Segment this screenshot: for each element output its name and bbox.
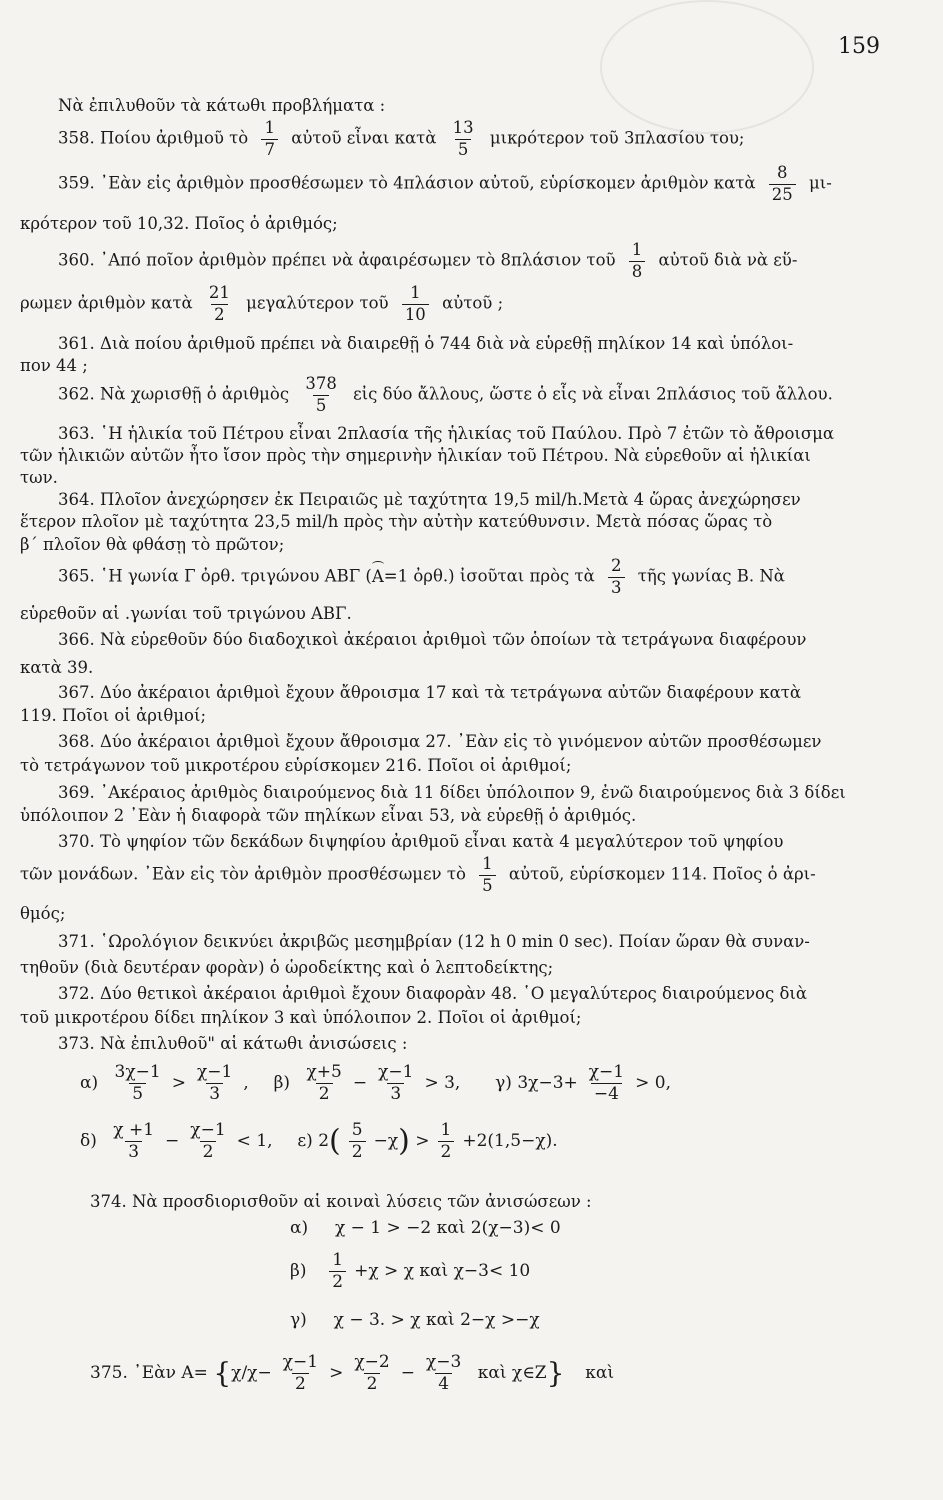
problem-365: 365. ῾Η γωνία Γ ὀρθ. τριγώνου ΑΒΓ (A=1 ὀρθ.) ἰσοῦται πρὸς τὰ $\frac{2}{3}$ τῆς γωνίας Β. Νὰ: [58, 556, 785, 597]
fraction-1-8: $\frac{1}{8}$: [629, 242, 646, 280]
label-d: δ): [80, 1131, 97, 1151]
fraction-378-5: $\frac{378}{5}$: [305, 374, 337, 415]
problem-372: 372. Δύο θετικοὶ ἀκέραιοι ἀριθμοὶ ἔχουν διαφορὰν 48. ῾Ο μεγαλύτερος διαιρούμενος διὰ: [58, 984, 807, 1003]
fraction-13-5: $\frac{13}{5}$: [452, 118, 474, 159]
frac-5-2: $\frac{5}{2}$: [349, 1122, 366, 1161]
problem-366-line2: κατὰ 39.: [20, 658, 94, 677]
problem-358: 358. Ποίου ἀριθμοῦ τὸ $\frac{1}{7}$ αὐτοῦ εἶναι κατὰ $\frac{13}{5}$ μικρότερον τοῦ 3πλασίου του;: [58, 118, 745, 159]
problem-367-line2: 119. Ποῖοι οἱ ἀριθμοί;: [20, 706, 207, 725]
problem-359: 359. ᾽Εὰν εἰς ἀριθμὸν προσθέσωμεν τὸ 4πλάσιον αὐτοῦ, εὑρίσκομεν ἀριθμὸν κατὰ $\frac{8}{25}$ μι-: [58, 163, 832, 204]
frac-x1-3-d: $\frac{\chi +1}{3}$: [113, 1120, 155, 1162]
problem-369-line2: ὑπόλοιπον 2 ᾽Εὰν ἡ διαφορὰ τῶν πηλίκων εἶναι 53, νὰ εὑρεθῇ ὁ ἀριθμός.: [20, 806, 637, 825]
problem-370-line3: θμός;: [20, 904, 66, 923]
problem-364-line2: ἕτερον πλοῖον μὲ ταχύτητα 23,5 mil/h πρὸς τὴν αὐτὴν κατεύθυνσιν. Μετὰ πόσας ὥρας τὸ: [20, 512, 773, 531]
system-b: β) $\frac{1}{2}$ +χ > χ καὶ χ−3< 10: [290, 1250, 531, 1292]
problem-363-line3: των.: [20, 468, 58, 487]
problem-373: 373. Νὰ ἐπιλυθοῦ" αἱ κάτωθι ἀνισώσεις :: [58, 1034, 408, 1053]
frac-x2-2-375: $\frac{\chi-2}{2}$: [354, 1352, 390, 1394]
fraction-2-3: $\frac{2}{3}$: [608, 558, 625, 596]
label-c: γ): [495, 1073, 512, 1093]
problem-371: 371. ῾Ωρολόγιον δεικνύει ἀκριβῶς μεσημβρίαν (12 h 0 min 0 sec). Ποίαν ὥραν θὰ συναν-: [58, 932, 810, 951]
problem-360: 360. ᾽Από ποῖον ἀριθμὸν πρέπει νὰ ἀφαιρέσωμεν τὸ 8πλάσιον τοῦ $\frac{1}{8}$ αὐτοῦ διὰ νὰ εὕ-: [58, 240, 798, 281]
problem-370-line2: τῶν μονάδων. ᾽Εὰν εἰς τὸν ἀριθμὸν προσθέσωμεν τὸ $\frac{1}{5}$ αὐτοῦ, εὑρίσκομεν 114. Ποῖος ὁ ἀρι-: [20, 854, 816, 895]
problem-365-line2: εὑρεθοῦν αἱ .γωνίαι τοῦ τριγώνου ΑΒΓ.: [20, 604, 352, 623]
problem-361-line2: πον 44 ;: [20, 356, 88, 375]
fraction-1-10: $\frac{1}{10}$: [402, 285, 429, 323]
problem-371-line2: τηθοῦν (διὰ δευτέραν φορὰν) ὁ ὡροδείκτης καὶ ὁ λεπτοδείκτης;: [20, 958, 554, 977]
intro: Νὰ ἐπιλυθοῦν τὰ κάτωθι προβλήματα :: [58, 96, 386, 115]
angle-hat: A: [371, 566, 384, 586]
frac-x5-2: $\frac{\chi+5}{2}$: [306, 1062, 342, 1104]
fraction-1-5: $\frac{1}{5}$: [479, 856, 496, 894]
frac-3x-1-5: $\frac{3\chi-1}{5}$: [114, 1062, 161, 1104]
frac-x1-2-375: $\frac{\chi-1}{2}$: [282, 1352, 319, 1394]
fraction-21-2: $\frac{21}{2}$: [208, 283, 230, 324]
label-b: β): [273, 1073, 291, 1093]
problem-364-line3: β΄ πλοῖον θὰ φθάσῃ τὸ πρῶτον;: [20, 535, 285, 554]
frac-1-2-e: $\frac{1}{2}$: [438, 1122, 455, 1161]
frac-x1-2-d: $\frac{\chi-1}{2}$: [190, 1120, 226, 1162]
problem-368-line2: τὸ τετράγωνον τοῦ μικροτέρου εὑρίσκομεν 216. Ποῖοι οἱ ἀριθμοί;: [20, 756, 572, 775]
frac-x1-neg4: $\frac{\chi-1}{-4}$: [588, 1062, 625, 1104]
problem-364: 364. Πλοῖον ἀνεχώρησεν ἐκ Πειραιῶς μὲ ταχύτητα 19,5 mil/h.Μετὰ 4 ὥρας ἀνεχώρησεν: [58, 490, 801, 509]
label-a: α): [80, 1073, 99, 1093]
frac-x1-3-b: $\frac{\chi-1}{3}$: [378, 1062, 414, 1104]
problem-370: 370. Τὸ ψηφίον τῶν δεκάδων διψηφίου ἀριθμοῦ εἶναι κατὰ 4 μεγαλύτερον τοῦ ψηφίου: [58, 832, 784, 851]
problem-368: 368. Δύο ἀκέραιοι ἀριθμοὶ ἔχουν ἄθροισμα 27. ᾽Εὰν εἰς τὸ γινόμενον αὐτῶν προσθέσωμεν: [58, 732, 822, 751]
problem-367: 367. Δύο ἀκέραιοι ἀριθμοὶ ἔχουν ἄθροισμα 17 καὶ τὰ τετράγωνα αὐτῶν διαφέρουν κατὰ: [58, 683, 801, 702]
fraction-8-25: $\frac{8}{25}$: [769, 165, 796, 203]
problem-372-line2: τοῦ μικροτέρου δίδει πηλίκον 3 καὶ ὑπόλοιπον 2. Ποῖοι οἱ ἀριθμοί;: [20, 1008, 582, 1027]
problem-369: 369. ᾽Ακέραιος ἀριθμὸς διαιρούμενος διὰ 11 δίδει ὑπόλοιπον 9, ἐνῶ διαιρούμενος διὰ 3 δίδει: [58, 783, 846, 802]
label-e: ε): [297, 1131, 313, 1151]
problem-363-line2: τῶν ἡλικιῶν αὐτῶν ἦτο ἴσον πρὸς τὴν σημερινὴν ἡλικίαν τοῦ Πέτρου. Νὰ εὑρεθοῦν αἱ ἡλικίαι: [20, 446, 811, 465]
problem-360-line2: ρωμεν ἀριθμὸν κατὰ $\frac{21}{2}$ μεγαλύτερον τοῦ $\frac{1}{10}$ αὐτοῦ ;: [20, 283, 504, 324]
inequality-row-1: α) $\frac{3\chi-1}{5}$ > $\frac{\chi-1}{3}$ , β) $\frac{\chi+5}{2}$ − $\frac{\chi-1}{3}$ > 3, γ) 3χ−3+ $\frac{\chi-1}{-4}$ > 0,: [80, 1062, 671, 1104]
problem-361: 361. Διὰ ποίου ἀριθμοῦ πρέπει νὰ διαιρεθῇ ὁ 744 διὰ νὰ εὑρεθῇ πηλίκον 14 καὶ ὑπόλοι-: [58, 334, 794, 353]
fraction-1-7: $\frac{1}{7}$: [261, 120, 278, 158]
inequality-row-2: δ) $\frac{\chi +1}{3}$ − $\frac{\chi-1}{2}$ < 1, ε) 2( $\frac{5}{2}$ −χ) > $\frac{1}{2}$ +2(1,5−χ).: [80, 1120, 558, 1162]
frac-1-2-sys: $\frac{1}{2}$: [329, 1252, 346, 1291]
frac-x3-4-375: $\frac{\chi-3}{4}$: [425, 1352, 462, 1394]
problem-375: 375. ᾽Εὰν Α= {χ/χ− $\frac{\chi-1}{2}$ > $\frac{\chi-2}{2}$ − $\frac{\chi-3}{4}$ καὶ χ∈Ζ} καὶ: [90, 1352, 615, 1394]
frac-x-1-3: $\frac{\chi-1}{3}$: [196, 1062, 233, 1104]
system-c: γ) χ − 3. > χ καὶ 2−χ >−χ: [290, 1310, 540, 1330]
page-number: 159: [838, 34, 880, 59]
problem-363: 363. ῾Η ἡλικία τοῦ Πέτρου εἶναι 2πλασία τῆς ἡλικίας τοῦ Παύλου. Πρὸ 7 ἐτῶν τὸ ἄθροισμα: [58, 424, 834, 443]
problem-359-line2: κρότερον τοῦ 10,32. Ποῖος ὁ ἀριθμός;: [20, 214, 338, 233]
problem-374: 374. Νὰ προσδιορισθοῦν αἱ κοιναὶ λύσεις τῶν ἀνισώσεων :: [90, 1192, 592, 1211]
system-a: α) χ − 1 > −2 καὶ 2(χ−3)< 0: [290, 1218, 561, 1238]
problem-366: 366. Νὰ εὑρεθοῦν δύο διαδοχικοὶ ἀκέραιοι ἀριθμοὶ τῶν ὁποίων τὰ τετράγωνα διαφέρουν: [58, 630, 807, 649]
problem-362: 362. Νὰ χωρισθῇ ὁ ἀριθμὸς $\frac{378}{5}$ εἰς δύο ἄλλους, ὥστε ὁ εἷς νὰ εἶναι 2πλάσιος τοῦ ἄλλου.: [58, 374, 833, 415]
